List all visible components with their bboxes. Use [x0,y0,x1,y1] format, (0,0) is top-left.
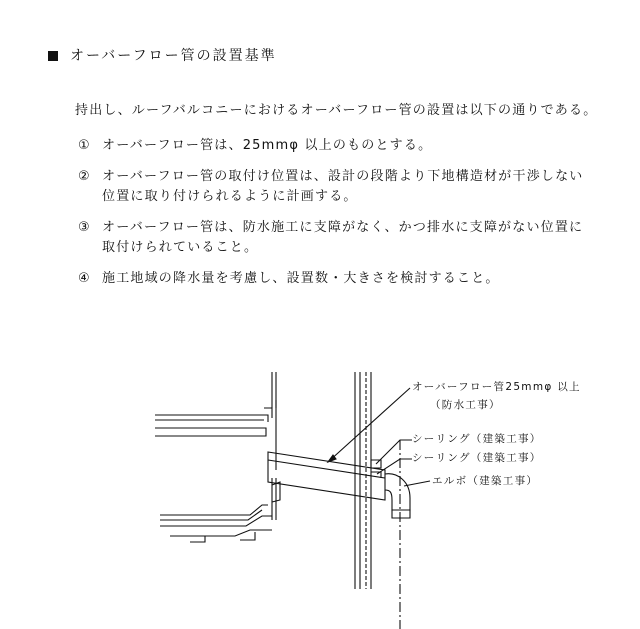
label-sealing-1: シーリング（建築工事） [412,433,542,445]
item-text-continued: 位置に取り付けられるように計画する。 [102,189,358,204]
section-heading [48,45,277,65]
item-number: ② [78,169,91,184]
square-bullet-icon [48,51,58,61]
item-text: オーバーフロー管は、25mmφ 以上のものとする。 [102,138,433,153]
item-text: オーバーフロー管の取付け位置は、設計の段階より下地構造材が干渉しない [102,169,584,184]
list-item-3 [78,218,583,258]
label-overflow-pipe-sub: （防水工事） [430,399,501,411]
outer-wall-line [355,372,360,589]
label-sealing-2: シーリング（建築工事） [412,452,542,464]
elbow-fitting [385,474,410,510]
section-heading-text: オーバーフロー管の設置基準 [70,48,277,64]
lower-slab-bottom [170,530,272,536]
item-text: オーバーフロー管は、防水施工に支障がなく、かつ排水に支障がない位置に [102,220,584,235]
leader-sealing2 [377,459,412,474]
item-text-continued: 取付けられていること。 [102,240,259,255]
overflow-pipe-body [268,452,385,500]
list-item-4 [78,269,500,289]
leader-elbow [404,481,430,486]
lower-slab-blocks [190,532,255,542]
list-item-1 [78,136,432,156]
lower-slab-layers [160,505,272,526]
upper-slab [155,415,268,436]
wall-upper-line [272,372,276,408]
label-overflow-pipe: オーバーフロー管25mmφ 以上 [412,381,581,393]
intro-paragraph: 持出し、ルーフバルコニーにおけるオーバーフロー管の設置は以下の通りである。 [75,103,598,118]
overflow-pipe-section-drawing [0,360,640,629]
item-number: ① [78,138,91,153]
label-elbow: エルボ（建築工事） [432,475,539,487]
elbow-outlet [392,510,410,518]
item-number: ③ [78,220,91,235]
overflow-pipe-inner-line [268,460,385,478]
list-item-2 [78,167,584,207]
leader-pipe [328,388,410,462]
item-number: ④ [78,271,91,286]
item-text: 施工地域の降水量を考慮し、設置数・大きさを検討すること。 [102,271,500,286]
